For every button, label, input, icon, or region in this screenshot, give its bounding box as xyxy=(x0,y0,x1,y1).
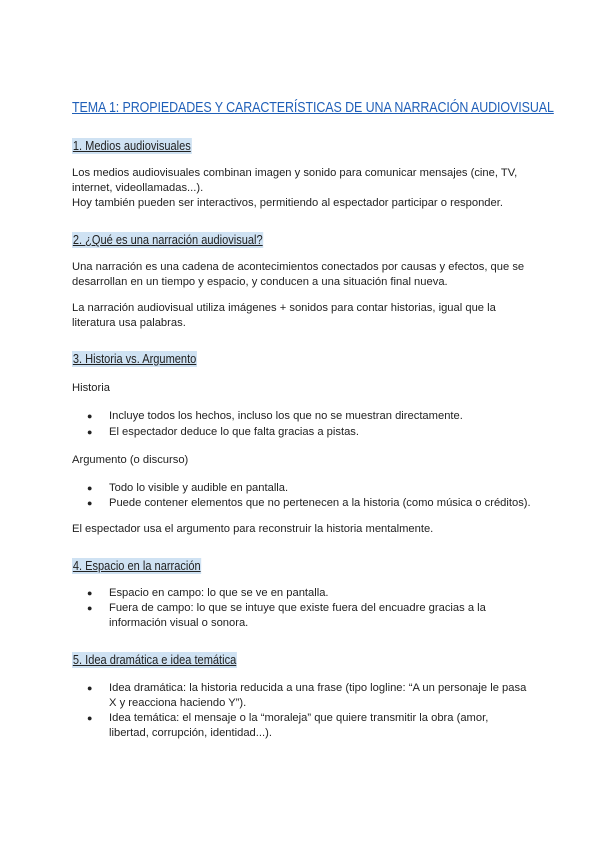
section-heading-medios: 1. Medios audiovisuales xyxy=(72,138,191,153)
list-item-text: Idea dramática: la historia reducida a una frase (tipo logline: “A un personaje le pasa xyxy=(109,682,527,694)
bullet-icon: ● xyxy=(87,683,93,693)
list-item-text: información visual o sonora. xyxy=(109,617,249,629)
text-line: desarrollan en un tiempo y espacio, y conducen a una situación final nueva. xyxy=(72,276,448,288)
list-item xyxy=(87,601,539,631)
document-title: TEMA 1: PROPIEDADES Y CARACTERÍSTICAS DE UNA NARRACIÓN AUDIOVISUAL xyxy=(72,99,554,116)
section-heading-espacio: 4. Espacio en la narración xyxy=(72,558,201,573)
list-item xyxy=(87,681,539,711)
list-item-text: X y reacciona haciendo Y”). xyxy=(109,697,247,709)
paragraph xyxy=(72,301,542,331)
list-item xyxy=(87,425,539,440)
bullet-icon: ● xyxy=(87,483,93,493)
list-item-text: El espectador deduce lo que falta gracias a pistas. xyxy=(109,426,360,438)
text-line: Los medios audiovisuales combinan imagen y sonido para comunicar mensajes (cine, TV, xyxy=(72,167,518,179)
bullet-icon: ● xyxy=(87,427,93,437)
paragraph xyxy=(72,260,542,290)
text-line: La narración audiovisual utiliza imágenes + sonidos para contar historias, igual que la xyxy=(72,302,496,314)
paragraph xyxy=(72,166,542,211)
list-item-text: Puede contener elementos que no pertenecen a la historia (como música o créditos). xyxy=(109,497,531,509)
list-item xyxy=(87,586,539,601)
bullet-icon: ● xyxy=(87,713,93,723)
bullet-icon: ● xyxy=(87,588,93,598)
paragraph: El espectador usa el argumento para reconstruir la historia mentalmente. xyxy=(72,523,434,535)
list-item-text: libertad, corrupción, identidad...). xyxy=(109,727,272,739)
text-line: internet, videollamadas...). xyxy=(72,182,204,194)
bullet-icon: ● xyxy=(87,411,93,421)
subsection-label-historia: Historia xyxy=(72,382,110,394)
list-item-text: Espacio en campo: lo que se ve en pantalla. xyxy=(109,587,329,599)
bullet-icon: ● xyxy=(87,603,93,613)
section-heading-narracion: 2. ¿Qué es una narración audiovisual? xyxy=(72,232,263,247)
list-item-text: Fuera de campo: lo que se intuye que existe fuera del encuadre gracias a la xyxy=(109,602,486,614)
section-heading-ideas: 5. Idea dramática e idea temática xyxy=(72,652,237,667)
text-line: literatura usa palabras. xyxy=(72,317,186,329)
subsection-label-argumento: Argumento (o discurso) xyxy=(72,454,189,466)
section-heading-historia-argumento: 3. Historia vs. Argumento xyxy=(72,351,197,366)
list-item-text: Todo lo visible y audible en pantalla. xyxy=(109,482,289,494)
list-item xyxy=(87,496,539,511)
list-item xyxy=(87,711,539,741)
list-item-text: Idea temática: el mensaje o la “moraleja” que quiere transmitir la obra (amor, xyxy=(109,712,489,724)
text-line: Una narración es una cadena de acontecimientos conectados por causas y efectos, que se xyxy=(72,261,525,273)
bullet-icon: ● xyxy=(87,498,93,508)
list-item xyxy=(87,409,539,424)
text-line: Hoy también pueden ser interactivos, permitiendo al espectador participar o responder. xyxy=(72,197,503,209)
list-item-text: Incluye todos los hechos, incluso los que no se muestran directamente. xyxy=(109,410,463,422)
list-item xyxy=(87,481,539,496)
